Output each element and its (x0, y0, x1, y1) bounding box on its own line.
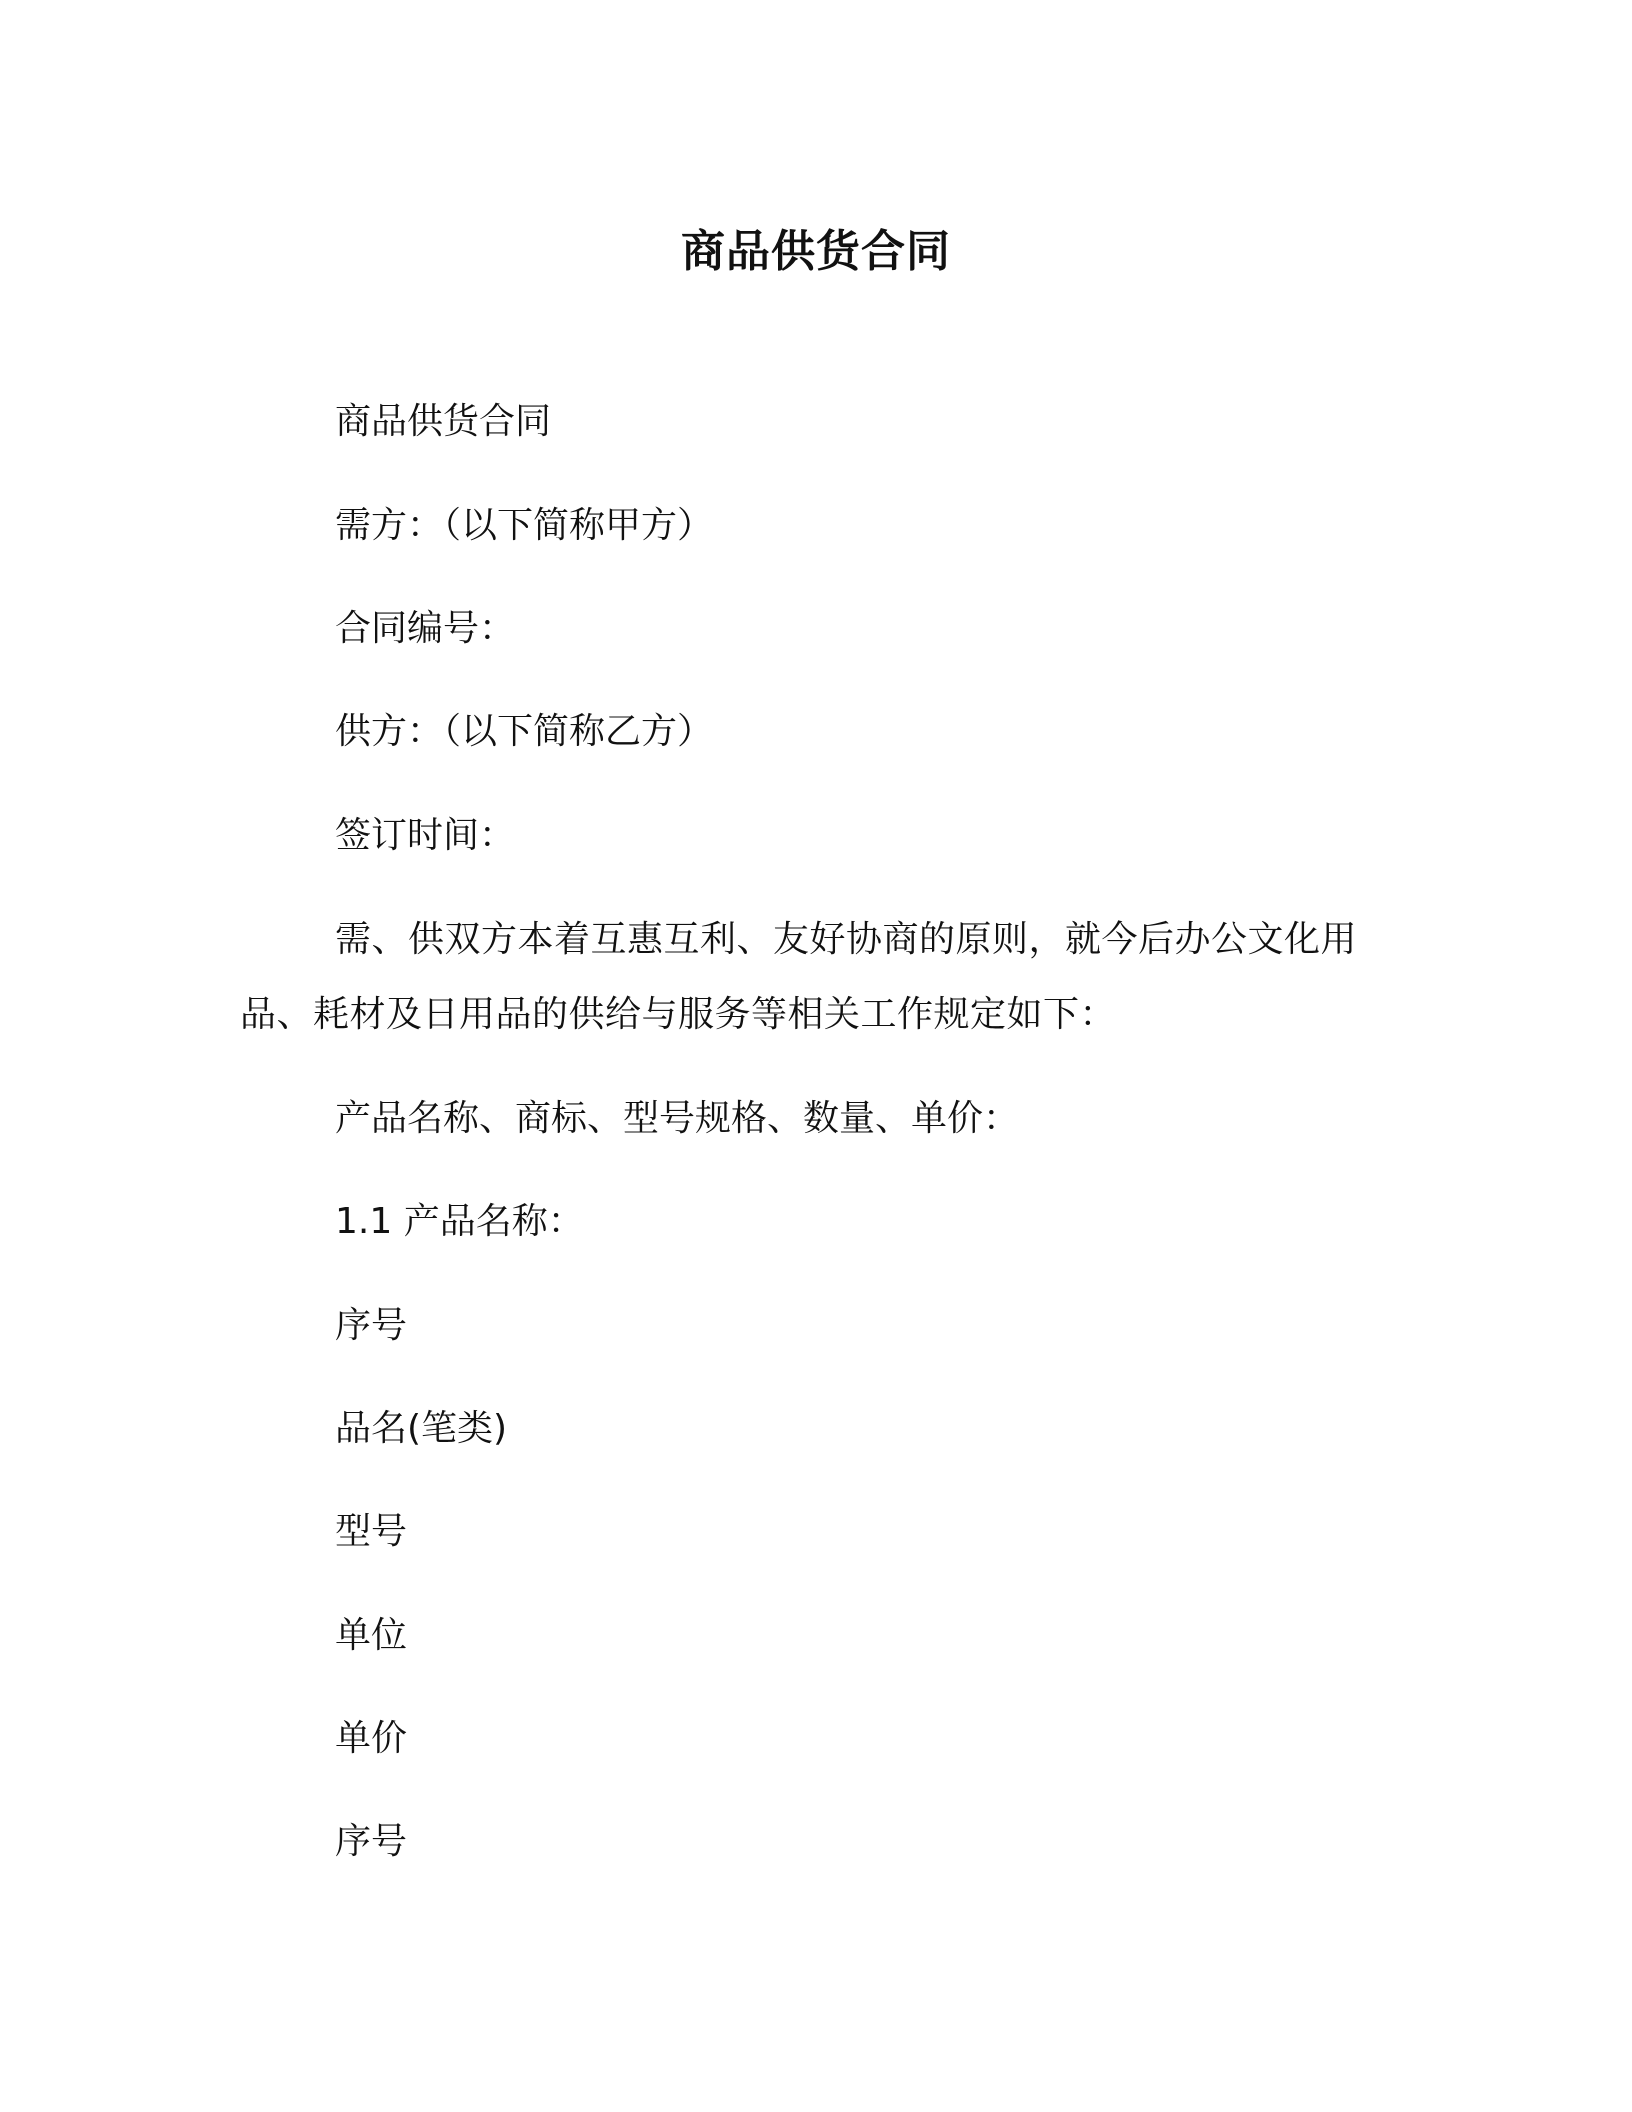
intro-paragraph: 需、供双方本着互惠互利、友好协商的原则，就今后办公文化用品、耗材及日用品的供给与服务等相关工作规定如下： (240, 919, 1358, 1035)
table-header-unit: 单位 (335, 1615, 408, 1656)
table-header-model: 型号 (335, 1511, 408, 1552)
subtitle-paragraph: 商品供货合同 (335, 401, 552, 442)
signing-date-line: 签订时间： (335, 815, 516, 856)
table-header-serial: 序号 (335, 1305, 408, 1346)
contract-number-line: 合同编号： (335, 608, 516, 649)
product-info-heading: 产品名称、商标、型号规格、数量、单价： (335, 1098, 1020, 1139)
product-name-heading: 1.1 产品名称： (335, 1201, 584, 1242)
table-header-unit-price: 单价 (335, 1718, 408, 1759)
document-title: 商品供货合同 (681, 226, 951, 277)
supplier-line: 供方：（以下简称乙方） (335, 711, 714, 752)
table-header-serial-repeat: 序号 (335, 1821, 408, 1862)
table-header-item-name: 品名(笔类) (335, 1408, 508, 1449)
buyer-line: 需方：（以下简称甲方） (335, 505, 714, 546)
